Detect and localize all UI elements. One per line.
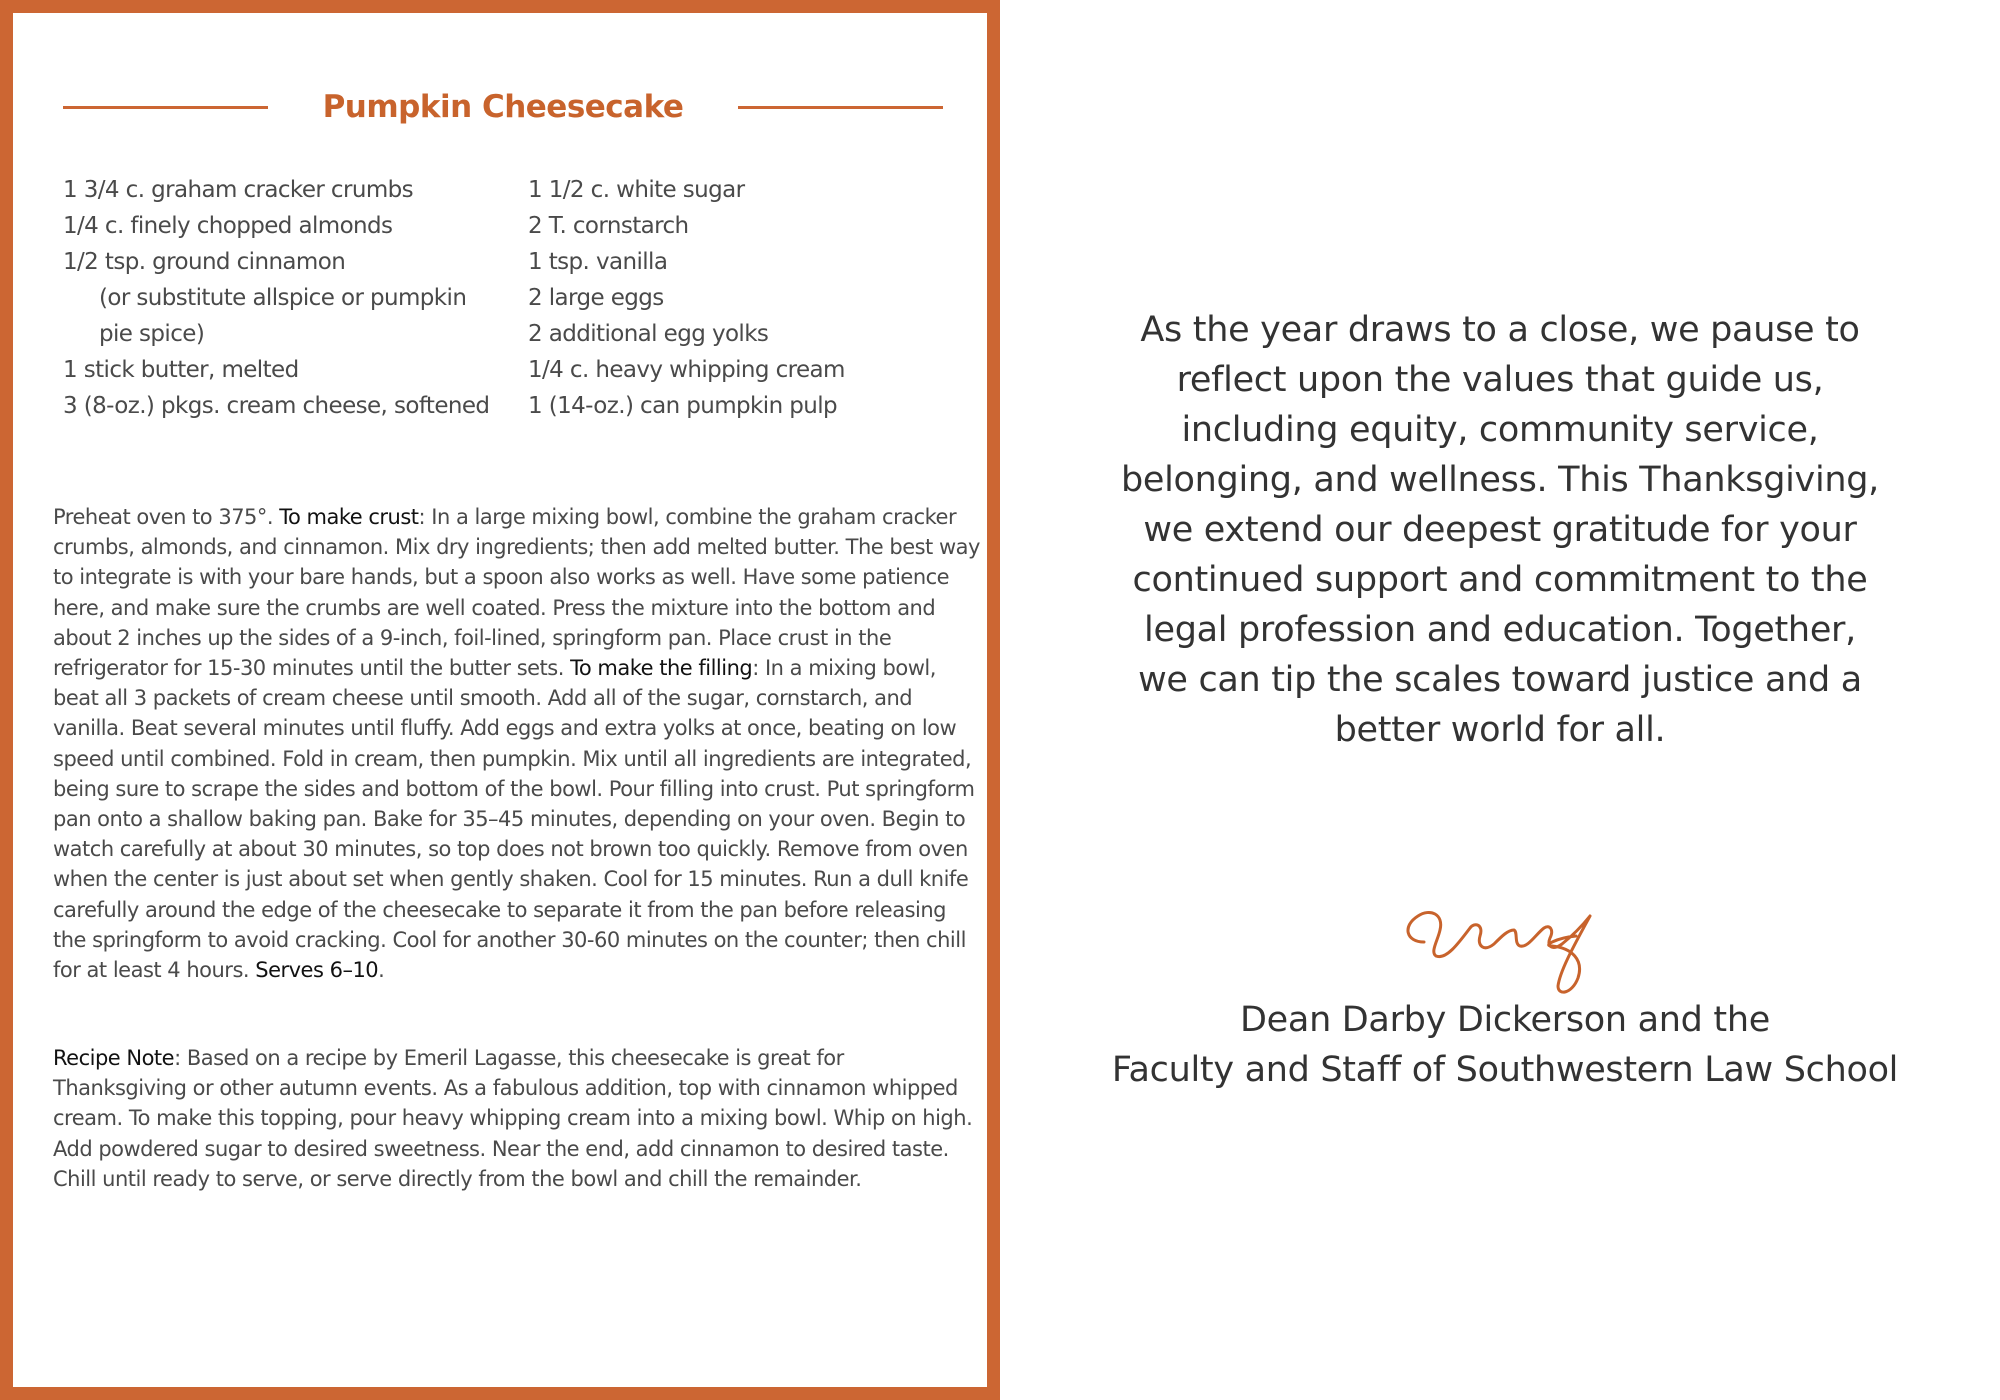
ingredient: 1 tsp. vanilla <box>528 249 668 275</box>
ingredients-left <box>63 172 489 424</box>
thanksgiving-message: As the year draws to a close, we pause to reflect upon the values that guide us, including equity, community service, belonging, and wellness. This Thanksgiving, we extend our deepest gratitude for your continued support and commitment to the legal profession and education. Together, we can tip the scales toward justice and a better world for all. <box>1120 310 1880 750</box>
filling-label: To make the filling <box>570 656 753 681</box>
signature-line-2: Faculty and Staff of Southwestern Law School <box>1111 1050 1899 1090</box>
serves: Serves 6–10 <box>255 958 379 983</box>
ingredient: 1/4 c. heavy whipping cream <box>528 357 845 383</box>
method-intro: Preheat oven to 375°. <box>53 505 280 529</box>
ingredient: 1/2 tsp. ground cinnamon <box>63 249 346 275</box>
title-rule-left <box>63 106 268 109</box>
signature-image <box>1400 880 1610 995</box>
signature-line-1: Dean Darby Dickerson and the <box>1240 1000 1770 1040</box>
note-text: : Based on a recipe by Emeril Lagasse, this cheesecake is great for Thanksgiving or other autumn events. As a fabulous addition, top with cinnamon whipped cream. To make this topping, pour heavy whipping cream into a mixing bowl. Whip on high. Add powdered sugar to desired sweetness. Near the end, add cinnamon to desired taste. Chill until ready to serve, or serve directly from the bowl and chill the remainder. <box>53 1046 973 1191</box>
note-label: Recipe Note <box>53 1046 175 1070</box>
filling-text: : In a mixing bowl, beat all 3 packets of cream cheese until smooth. Add all of the sugar, cornstarch, and vanilla. Beat several minutes until fluffy. Add eggs and extra yolks at once, beating on low speed until combined. Fold in cream, then pumpkin. Mix until all ingredients are integrated, being sure to scrape the sides and bottom of the bowl. Pour filling into crust. Put springform pan onto a shallow baking pan. Bake for 35–45 minutes, depending on your oven. Begin to watch carefully at about 30 minutes, so top does not brown too quickly. Remove from oven when the center is just about set when gently shaken. Cool for 15 minutes. Run a dull knife carefully around the edge of the cheesecake to separate it from the pan before releasing the springform to avoid cracking. Cool for another 30-60 minutes on the counter; then chill for at least 4 hours. <box>53 656 975 983</box>
method-end: . <box>378 958 385 983</box>
ingredient: 2 T. cornstarch <box>528 213 689 239</box>
ingredient: 1/4 c. finely chopped almonds <box>63 213 393 239</box>
ingredient: 2 additional egg yolks <box>528 321 769 347</box>
recipe-title-row <box>63 82 943 132</box>
ingredient: (or substitute allspice or pumpkin <box>99 285 467 311</box>
ingredient: pie spice) <box>99 321 205 347</box>
ingredient: 1 stick butter, melted <box>63 357 299 383</box>
ingredient: 3 (8-oz.) pkgs. cream cheese, softened <box>63 393 490 419</box>
recipe-method <box>53 502 983 985</box>
ingredient: 1 1/2 c. white sugar <box>528 177 745 203</box>
ingredient: 2 large eggs <box>528 285 664 311</box>
title-rule-right <box>738 106 943 109</box>
ingredient: 1 3/4 c. graham cracker crumbs <box>63 177 414 203</box>
crust-label: To make crust <box>279 505 419 529</box>
recipe-title: Pumpkin Cheesecake <box>322 89 684 125</box>
ingredient: 1 (14-oz.) can pumpkin pulp <box>528 393 838 419</box>
ingredients-right <box>528 172 845 424</box>
crust-text: : In a large mixing bowl, combine the graham cracker crumbs, almonds, and cinnamon. Mix dry ingredients; then add melted butter. The best way to integrate is with your bare hands, but a spoon also works as well. Have some patience here, and make sure the crumbs are well coated. Press the mixture into the bottom and about 2 inches up the sides of a 9-inch, foil-lined, springform pan. Place crust in the refrigerator for 15-30 minutes until the butter sets. <box>53 505 980 681</box>
recipe-note <box>53 1043 983 1194</box>
